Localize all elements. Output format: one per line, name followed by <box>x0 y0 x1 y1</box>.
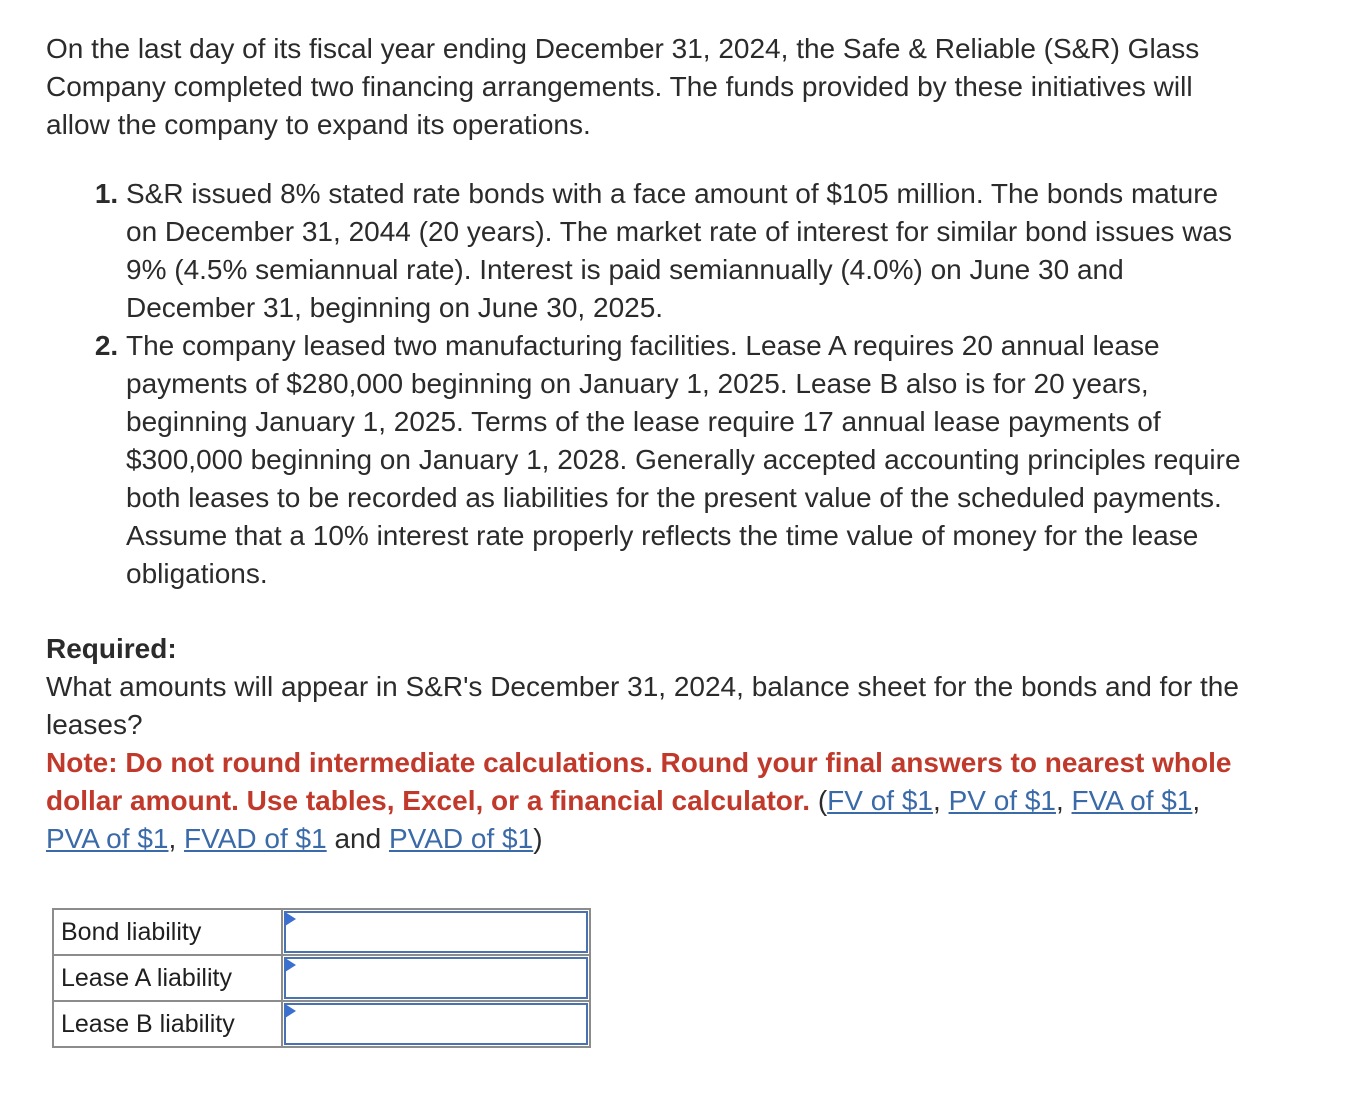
required-heading: Required: <box>46 633 177 664</box>
link-fva-of-1[interactable]: FVA of $1 <box>1071 785 1193 816</box>
link-fvad-of-1[interactable]: FVAD of $1 <box>184 823 327 854</box>
bond-liability-input[interactable] <box>284 911 588 953</box>
lease-b-liability-input[interactable] <box>284 1003 588 1045</box>
bond-liability-label: Bond liability <box>53 909 282 955</box>
table-row <box>53 955 590 1001</box>
and-word: and <box>334 823 382 854</box>
link-pv-of-1[interactable]: PV of $1 <box>948 785 1056 816</box>
requirements-list <box>46 175 1246 593</box>
problem-content <box>46 30 1246 858</box>
table-row <box>53 1001 590 1047</box>
lease-a-liability-input[interactable] <box>284 957 588 999</box>
required-question: What amounts will appear in S&R's December 31, 2024, balance sheet for the bonds and for the leases? <box>46 671 1239 740</box>
link-fv-of-1[interactable]: FV of $1 <box>827 785 933 816</box>
input-flag-icon <box>285 1004 296 1018</box>
link-pva-of-1[interactable]: PVA of $1 <box>46 823 169 854</box>
lease-a-liability-label: Lease A liability <box>53 955 282 1001</box>
lease-a-liability-cell <box>282 955 590 1001</box>
lease-b-liability-cell <box>282 1001 590 1047</box>
list-item-bonds: 1. S&R issued 8% stated rate bonds with a face amount of $105 million. The bonds mature on December 31, 2044 (20 years). The market rate of interest for similar bond issues was 9% (4.5% semiannual rate). Interest is paid semiannually (4.0%) on June 30 and December 31, beginning on June 30, 2025. <box>126 175 1246 327</box>
input-flag-icon <box>285 958 296 972</box>
note-text: Note: Do not round intermediate calculations. Round your final answers to nearest whole dollar amount. Use tables, Excel, or a financial calculator. <box>46 747 1232 816</box>
input-flag-icon <box>285 912 296 926</box>
intro-paragraph: On the last day of its fiscal year ending December 31, 2024, the Safe & Reliable (S&R) Glass Company completed two financing arrangements. The funds provided by these initiatives will allow the company to expand its operations. <box>46 33 1200 140</box>
lease-b-liability-label: Lease B liability <box>53 1001 282 1047</box>
bond-liability-cell <box>282 909 590 955</box>
list-item-leases: 2. The company leased two manufacturing facilities. Lease A requires 20 annual lease payments of $280,000 beginning on January 1, 2025. Lease B also is for 20 years, beginning January 1, 2025. Terms of the lease require 17 annual lease payments of $300,000 beginning on January 1, 2028. Generally accepted accounting principles require both leases to be recorded as liabilities for the present value of the scheduled payments. Assume that a 10% interest rate properly reflects the time value of money for the lease obligations. <box>126 327 1246 593</box>
answer-table <box>52 908 591 1048</box>
table-row <box>53 909 590 955</box>
note-paragraph: Note: Do not round intermediate calculations. Round your final answers to nearest whole dollar amount. Use tables, Excel, or a financial calculator. (FV of $1, PV of $1, FVA of $1, PVA of $1, FVAD of $1 and PVAD of $1) <box>46 747 1232 854</box>
link-pvad-of-1[interactable]: PVAD of $1 <box>388 823 534 854</box>
